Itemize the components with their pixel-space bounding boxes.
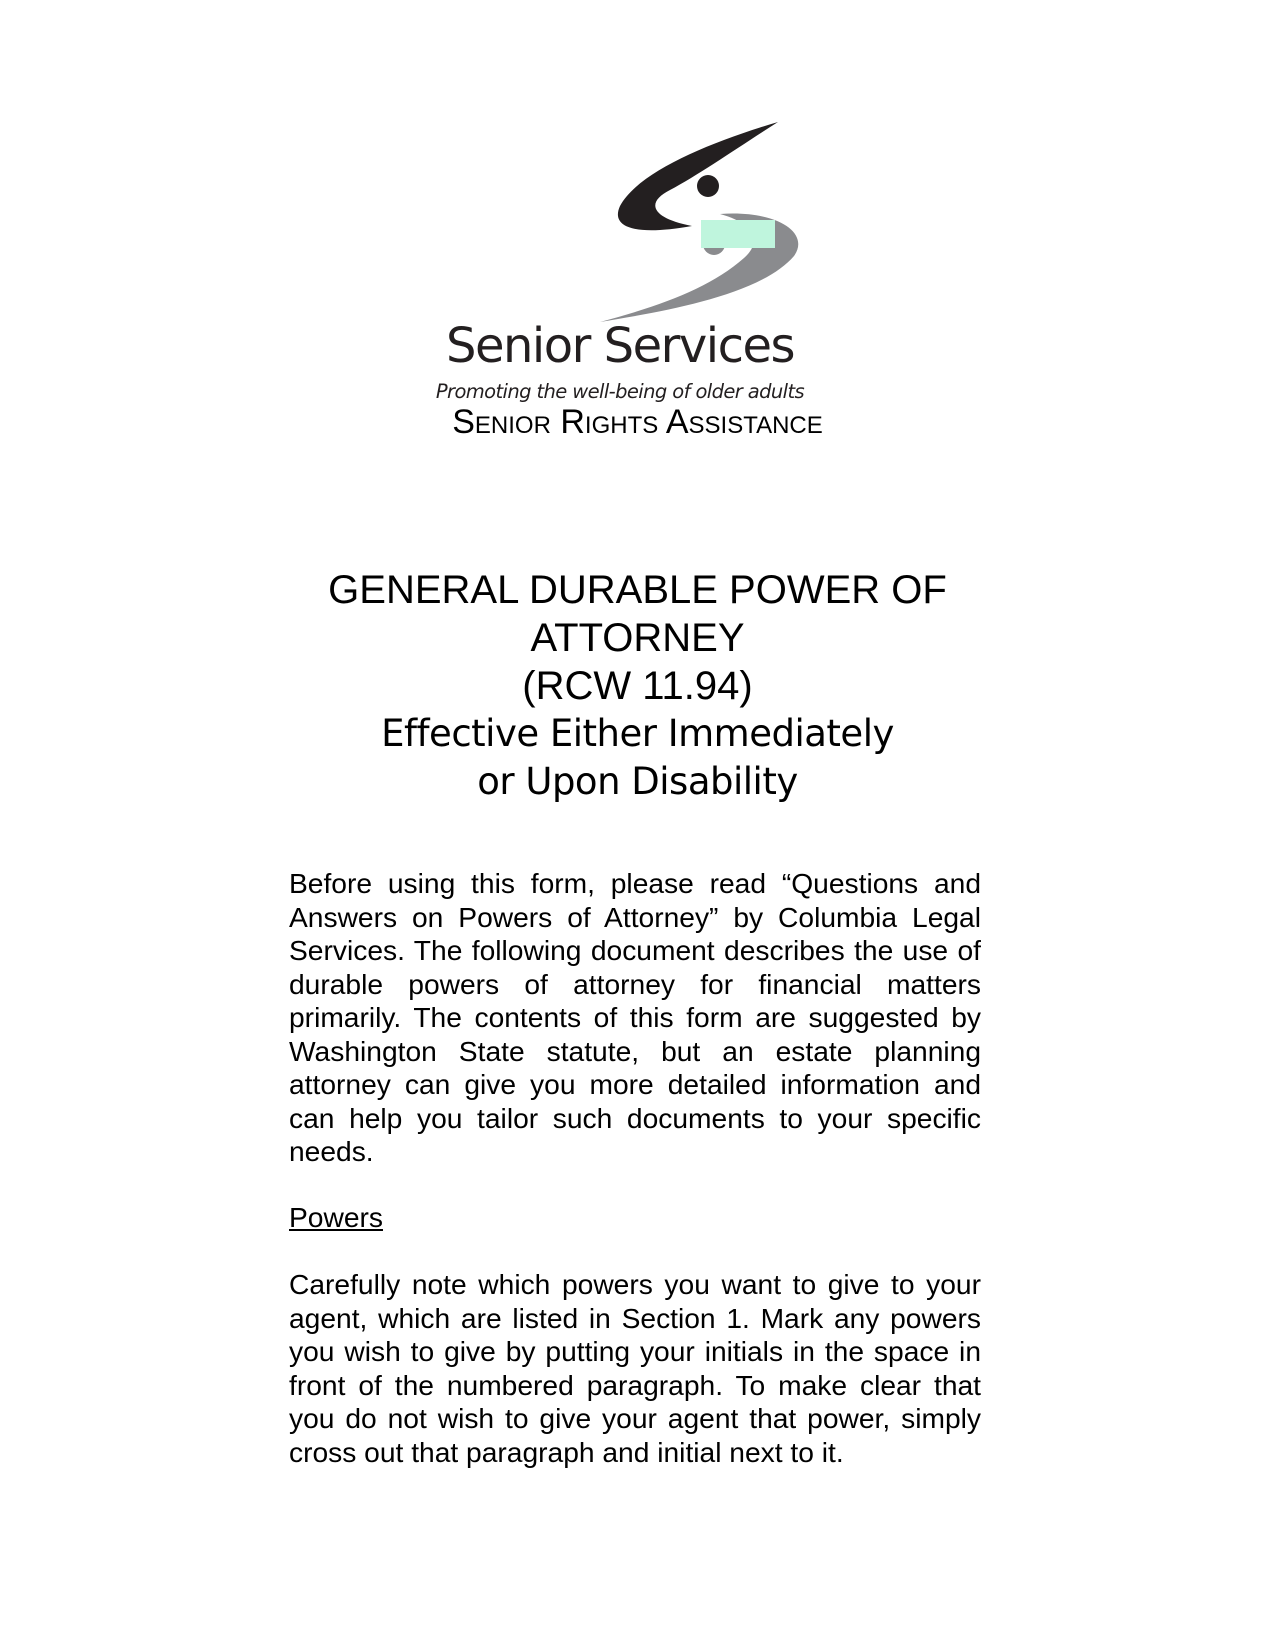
title-effective-line-2: or Upon Disability: [477, 760, 798, 803]
intro-paragraph: Before using this form, please read “Questions and Answers on Powers of Attorney” by Columbia Legal Services. The following document describes the use of durable powers of attorney for financial matters primarily. The contents of this form are suggested by Washington State statute, but an estate planning attorney can give you more detailed information and can help you tailor such documents to your specific needs.: [289, 867, 981, 1167]
senior-services-logo: [400, 108, 840, 408]
title-effective-line-1: Effective Either Immediately: [381, 712, 894, 755]
title-statute: (RCW 11.94): [522, 664, 753, 708]
title-line-2: ATTORNEY: [530, 616, 745, 660]
powers-paragraph: Carefully note which powers you want to give to your agent, which are listed in Section 1. Mark any powers you wish to give by putting your initials in the space in front of the numbered paragraph. To make clear that you do not wish to give your agent that power, simply cross out that paragraph and initial next to it.: [289, 1268, 981, 1468]
logo-name: Senior Services: [445, 318, 795, 374]
logo-swoosh-dark: [618, 122, 778, 230]
logo-tagline: Promoting the well-being of older adults: [435, 380, 805, 403]
document-title: [275, 566, 1000, 806]
logo-dot-dark: [697, 175, 719, 197]
powers-heading: Powers: [289, 1201, 383, 1233]
title-line-1: GENERAL DURABLE POWER OF: [328, 568, 947, 612]
logo-accent-rect: [701, 220, 775, 248]
org-name: Senior Rights Assistance: [452, 403, 823, 441]
